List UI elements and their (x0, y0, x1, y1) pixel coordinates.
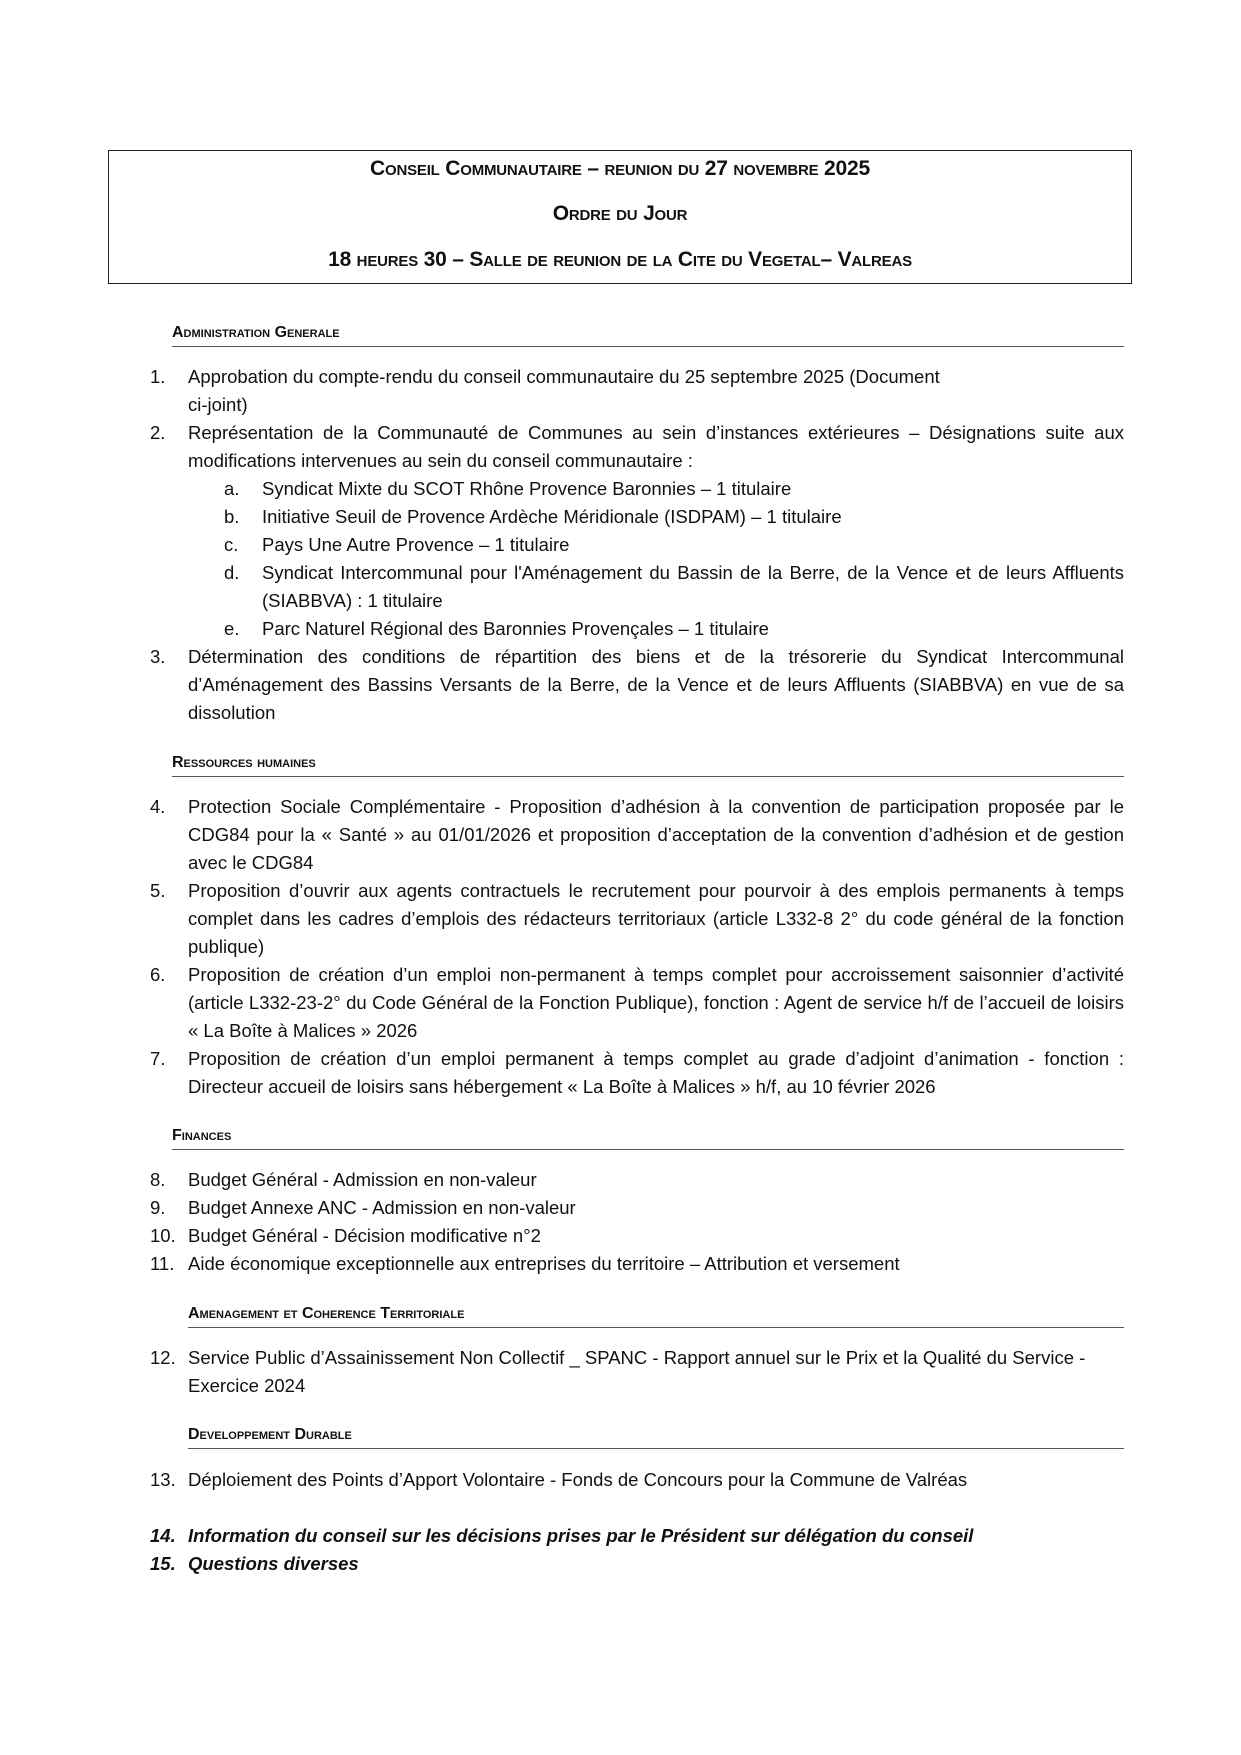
agenda-title: Ordre du Jour (552, 202, 688, 225)
section-administration: Administration Generale (172, 324, 1124, 347)
sub-item-letter: e. (224, 618, 240, 639)
sub-item-text: Initiative Seuil de Provence Ardèche Méridionale (ISDPAM) – 1 titulaire (262, 506, 842, 527)
item-number: 14. (150, 1525, 176, 1546)
sub-item-text: Syndicat Mixte du SCOT Rhône Provence Baronnies – 1 titulaire (262, 478, 792, 499)
sub-item-letter: c. (224, 534, 239, 555)
item-number: 10. (150, 1225, 176, 1246)
meeting-time-location: 18 heures 30 – Salle de reunion de la Cite du Vegetal– Valreas (328, 248, 912, 271)
item-number: 7. (150, 1048, 166, 1069)
item-number: 9. (150, 1197, 166, 1218)
item-number: 2. (150, 422, 166, 443)
sub-item-text: Parc Naturel Régional des Baronnies Provençales – 1 titulaire (262, 618, 769, 639)
section-ressources-humaines: Ressources humaines (172, 754, 1124, 777)
item-text: Service Public d’Assainissement Non Collectif _ SPANC - Rapport annuel sur le Prix et la Qualité du Service - Exercice 2024 (188, 1347, 1086, 1396)
item-text: Budget Général - Décision modificative n°2 (188, 1225, 541, 1246)
agenda-header (108, 150, 1132, 284)
section-developpement-durable: Developpement Durable (188, 1426, 1124, 1449)
item-text: Proposition d’ouvrir aux agents contractuels le recrutement pour pourvoir à des emplois permanents à temps complet dans les cadres d’emplois des rédacteurs territoriaux (article L332-8 2° du code général de la fonction publique) (188, 880, 1124, 957)
section-finances: Finances (172, 1127, 1124, 1150)
item-text: Proposition de création d’un emploi permanent à temps complet au grade d’adjoint d’animation - fonction : Directeur accueil de loisirs sans hébergement « La Boîte à Malices » h/f, au 10 février 2026 (188, 1048, 1124, 1097)
item-number: 5. (150, 880, 166, 901)
item-number: 6. (150, 964, 166, 985)
item-number: 4. (150, 796, 166, 817)
item-text: Proposition de création d’un emploi non-permanent à temps complet pour accroissement saisonnier d’activité (article L332-23-2° du Code Général de la Fonction Publique), fonction : Agent de service h/f de l’accueil de loisirs « La Boîte à Malices » 2026 (188, 964, 1124, 1041)
item-number: 13. (150, 1469, 176, 1490)
sub-item-letter: a. (224, 478, 240, 499)
meeting-title: Conseil Communautaire – reunion du 27 novembre 2025 (370, 157, 870, 180)
item-number: 12. (150, 1347, 176, 1368)
item-number: 1. (150, 366, 166, 387)
sub-item-letter: b. (224, 506, 240, 527)
item-text: Protection Sociale Complémentaire - Proposition d’adhésion à la convention de participation proposée par le CDG84 pour la « Santé » au 01/01/2026 et proposition d’acceptation de la convention d’adhésion et de gestion avec le CDG84 (188, 796, 1124, 873)
item-number: 3. (150, 646, 166, 667)
sub-item-text: Pays Une Autre Provence – 1 titulaire (262, 534, 570, 555)
sub-item-letter: d. (224, 562, 240, 583)
item-text: Approbation du compte-rendu du conseil communautaire du 25 septembre 2025 (Document ci-joint) (188, 366, 940, 415)
item-text: Budget Annexe ANC - Admission en non-valeur (188, 1197, 576, 1218)
item-number: 15. (150, 1553, 176, 1574)
item-text: Représentation de la Communauté de Communes au sein d’instances extérieures – Désignations suite aux modifications intervenues au sein du conseil communautaire : (188, 422, 1124, 471)
item-text: Information du conseil sur les décisions prises par le Président sur délégation du conseil (188, 1525, 974, 1546)
item-number: 11. (150, 1253, 175, 1274)
item-text: Budget Général - Admission en non-valeur (188, 1169, 537, 1190)
section-amenagement: Amenagement et Coherence Territoriale (188, 1305, 1124, 1328)
item-number: 8. (150, 1169, 166, 1190)
item-text: Questions diverses (188, 1553, 359, 1574)
item-text: Aide économique exceptionnelle aux entreprises du territoire – Attribution et versement (188, 1253, 900, 1274)
sub-item-text: Syndicat Intercommunal pour l'Aménagement du Bassin de la Berre, de la Vence et de leurs Affluents (SIABBVA) : 1 titulaire (262, 562, 1124, 611)
item-text: Détermination des conditions de répartition des biens et de la trésorerie du Syndicat Intercommunal d’Aménagement des Bassins Versants de la Berre, de la Vence et de leurs Affluents (SIABBVA) en vue de sa dissolution (188, 646, 1124, 723)
item-text: Déploiement des Points d’Apport Volontaire - Fonds de Concours pour la Commune de Valréas (188, 1469, 968, 1490)
